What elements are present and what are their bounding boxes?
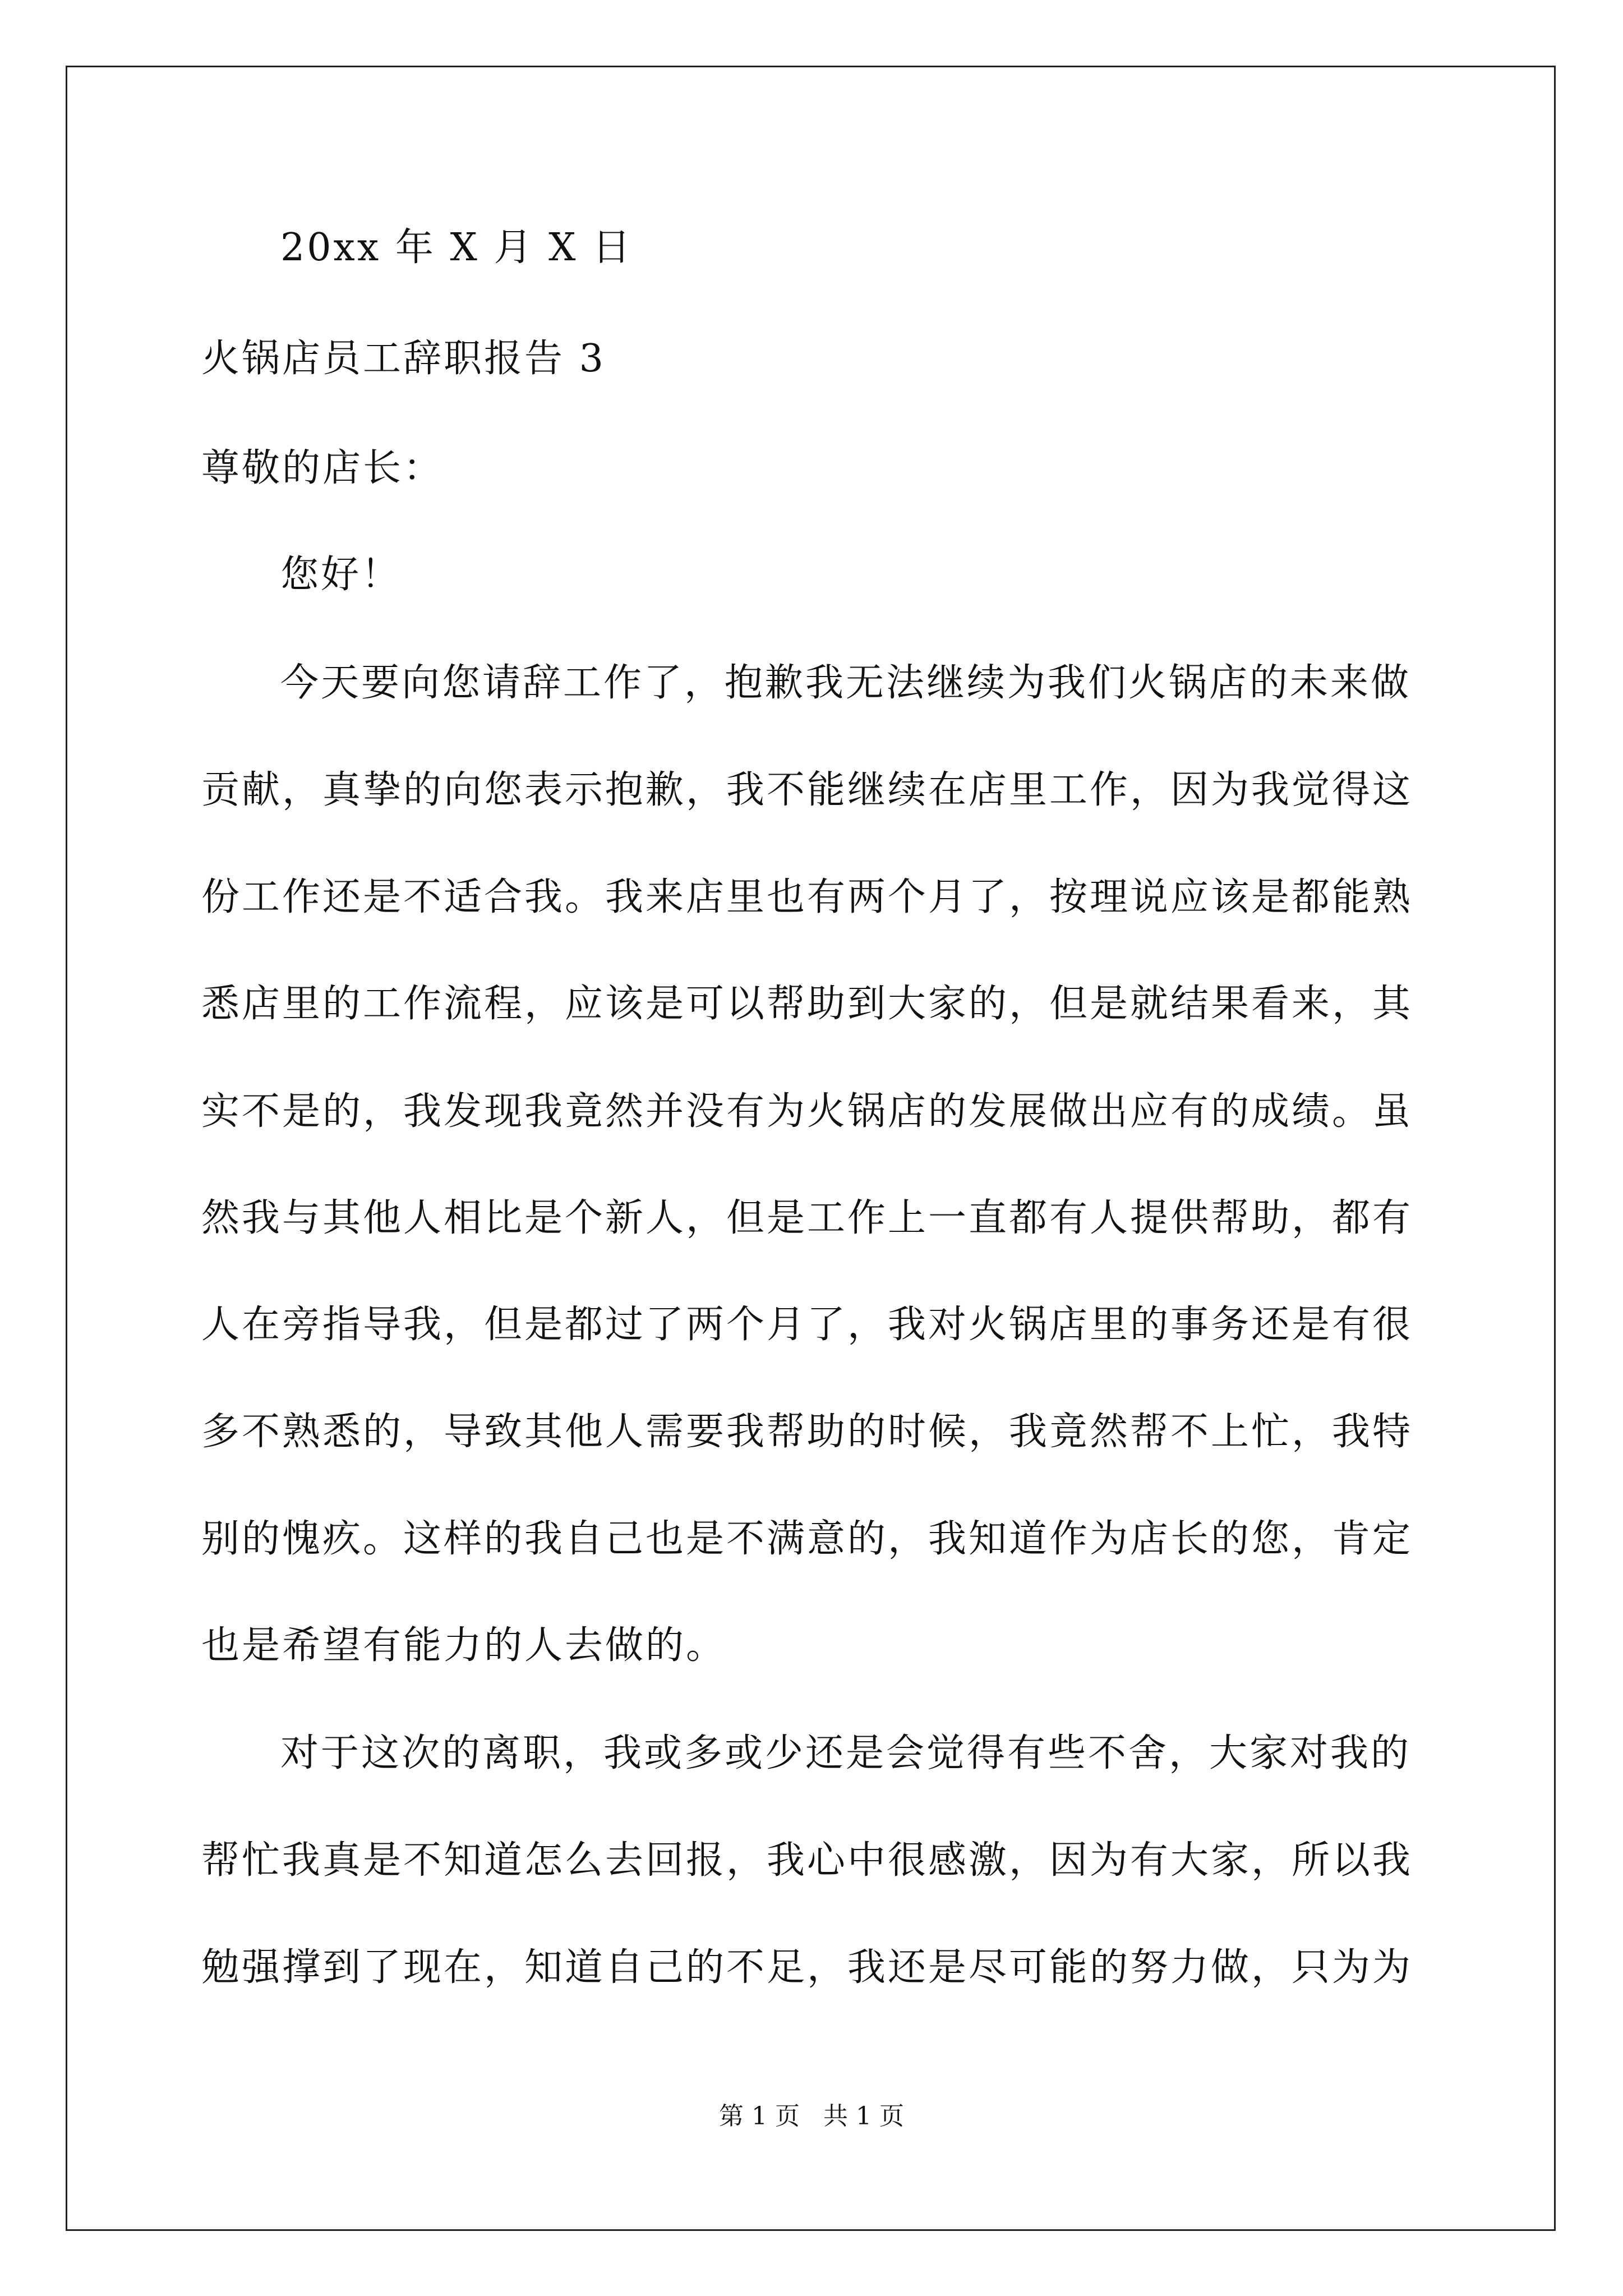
page-number: 第 1 页 bbox=[719, 2102, 800, 2131]
page-footer bbox=[0, 2101, 1623, 2132]
body-line: 份工作还是不适合我。我来店里也有两个月了，按理说应该是都能熟 bbox=[201, 875, 1413, 919]
body-line: 悉店里的工作流程，应该是可以帮助到大家的，但是就结果看来，其 bbox=[201, 982, 1413, 1026]
body-line: 也是希望有能力的人去做的。 bbox=[201, 1623, 727, 1668]
page-total: 共 1 页 bbox=[823, 2102, 904, 2131]
body-line: 实不是的，我发现我竟然并没有为火锅店的发展做出应有的成绩。虽 bbox=[201, 1089, 1413, 1134]
body-line: 贡献，真挚的向您表示抱歉，我不能继续在店里工作，因为我觉得这 bbox=[201, 768, 1413, 812]
greeting: 您好！ bbox=[280, 553, 402, 597]
document-title: 火锅店员工辞职报告 3 bbox=[201, 337, 606, 381]
body-line: 然我与其他人相比是个新人，但是工作上一直都有人提供帮助，都有 bbox=[201, 1196, 1413, 1240]
body-line: 多不熟悉的，导致其他人需要我帮助的时候，我竟然帮不上忙，我特 bbox=[201, 1410, 1413, 1454]
body-line: 人在旁指导我，但是都过了两个月了，我对火锅店里的事务还是有很 bbox=[201, 1303, 1413, 1347]
body-line: 别的愧疚。这样的我自己也是不满意的，我知道作为店长的您，肯定 bbox=[201, 1517, 1413, 1561]
body-line: 勉强撑到了现在，知道自己的不足，我还是尽可能的努力做，只为为 bbox=[201, 1945, 1413, 1990]
body-line: 对于这次的离职，我或多或少还是会觉得有些不舍，大家对我的 bbox=[280, 1731, 1412, 1775]
page-border bbox=[66, 66, 1556, 2231]
body-line: 今天要向您请辞工作了，抱歉我无法继续为我们火锅店的未来做 bbox=[280, 661, 1412, 705]
salutation: 尊敬的店长： bbox=[201, 446, 444, 490]
date-line: 20xx 年 X 月 X 日 bbox=[280, 226, 633, 270]
body-line: 帮忙我真是不知道怎么去回报，我心中很感激，因为有大家，所以我 bbox=[201, 1838, 1413, 1883]
